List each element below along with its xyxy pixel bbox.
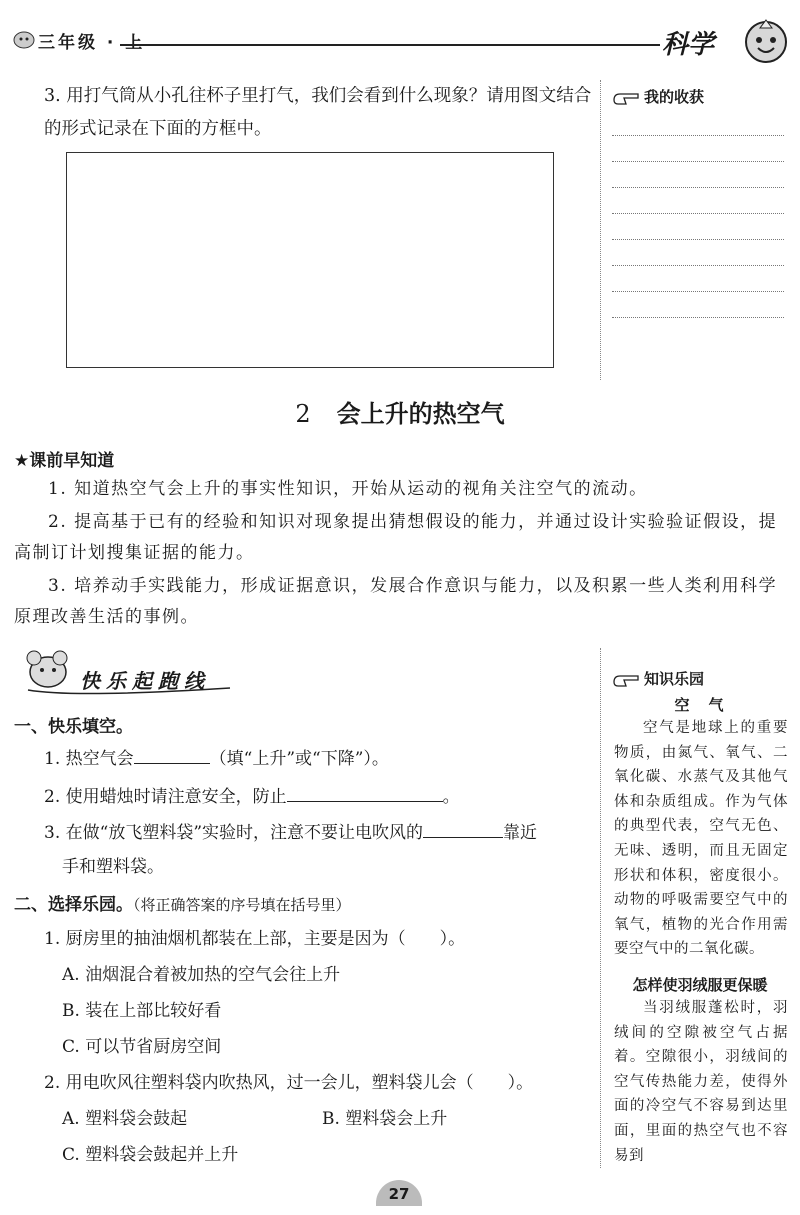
- lesson-heading: [0, 394, 800, 429]
- fill-q3-pre: 3. 在做“放飞塑料袋”实验时，注意不要让电吹风的: [44, 823, 424, 843]
- note-line[interactable]: [612, 213, 784, 214]
- fill-q3-continued: 手和塑料袋。: [62, 857, 164, 877]
- note-line[interactable]: [612, 291, 784, 292]
- fill-question-3: [44, 816, 537, 850]
- fill-q1-post: （填“上升”或“下降”）。: [209, 749, 389, 769]
- fill-q1-pre: 1. 热空气会: [44, 749, 134, 769]
- note-line[interactable]: [612, 265, 784, 266]
- preview-item: 1. 知道热空气会上升的事实性知识，开始从运动的视角关注空气的流动。: [48, 479, 648, 499]
- note-line[interactable]: [612, 187, 784, 188]
- banner-title: 快乐起跑线: [80, 669, 210, 693]
- question-3-text: 3. 用打气筒从小孔往杯子里打气，我们会看到什么现象？请用图文结合的形式记录在下面的方框中。: [44, 86, 592, 139]
- choice-question-1: 1. 厨房里的抽油烟机都装在上部，主要是因为（ ）。: [44, 929, 466, 949]
- subject-label: 科学: [662, 30, 715, 60]
- section-2-note: （将正确答案的序号填在括号里）: [133, 896, 351, 914]
- header-rule: [120, 44, 660, 46]
- section-2-title: [14, 890, 351, 915]
- preview-item: 2. 提高基于已有的经验和知识对现象提出猜想假设的能力，并通过设计实验验证假设，提高制订计划搜集证据的能力。: [14, 512, 778, 563]
- fill-q2-post: 。: [442, 787, 460, 807]
- fill-question-1: [44, 742, 389, 776]
- note-line[interactable]: [612, 135, 784, 136]
- choice-question-2: 2. 用电吹风往塑料袋内吹热风，过一会儿，塑料袋儿会（ ）。: [44, 1073, 534, 1093]
- preview-item: 3. 培养动手实践能力，形成证据意识，发展合作意识与能力，以及积累一些人类利用科学原理改善生活的事例。: [14, 576, 778, 627]
- fill-q1-blank[interactable]: [134, 745, 210, 764]
- grade-label: 三年级 · 上: [38, 33, 146, 53]
- fill-q2-pre: 2. 使用蜡烛时请注意安全，防止: [44, 787, 287, 807]
- choice-option[interactable]: A. 油烟混合着被加热的空气会往上升: [62, 965, 341, 985]
- sidebar-divider: [600, 80, 601, 380]
- drawing-answer-box[interactable]: [66, 152, 554, 368]
- choice-option[interactable]: A. 塑料袋会鼓起: [62, 1109, 188, 1129]
- knowledge-title: [612, 668, 704, 689]
- note-line[interactable]: [612, 239, 784, 240]
- knowledge-subtitle: 空 气: [674, 696, 726, 714]
- section-2-title-text: 二、选择乐园。: [14, 895, 133, 915]
- fill-q3-post: 靠近: [503, 823, 538, 843]
- knowledge-body: 当羽绒服蓬松时，羽绒间的空隙被空气占据着。空隙很小，羽绒间的空气传热能力差，使得外面的冷空气不容易到达里面，里面的热空气也不容易到: [614, 1000, 788, 1164]
- knowledge-subtitle: 怎样使羽绒服更保暖: [632, 976, 768, 994]
- lesson-number: 2: [295, 400, 311, 428]
- choice-option[interactable]: C. 可以节省厨房空间: [62, 1037, 222, 1057]
- mascot-star-icon: [736, 14, 792, 66]
- mascot-small-icon: [10, 28, 40, 50]
- choice-option[interactable]: C. 塑料袋会鼓起并上升: [62, 1145, 239, 1165]
- sidebar-divider: [600, 648, 601, 1168]
- fill-q2-blank[interactable]: [287, 783, 443, 802]
- harvest-title-text: 我的收获: [644, 88, 705, 106]
- section-1-title: 一、快乐填空。: [14, 717, 133, 737]
- pointing-hand-icon: [612, 90, 640, 106]
- note-line[interactable]: [612, 161, 784, 162]
- lesson-title: 会上升的热空气: [336, 400, 505, 428]
- page-number: 27: [376, 1180, 422, 1206]
- note-line[interactable]: [612, 317, 784, 318]
- fill-question-2: [44, 780, 460, 814]
- knowledge-body: 空气是地球上的重要物质，由氮气、氧气、二氧化碳、水蒸气及其他气体和杂质组成。作为气体的典型代表，空气无色、无味、透明，而且无固定形状和体积，密度很小。动物的呼吸需要空气中的氧气，植物的光合作用需要空气中的二氧化碳。: [614, 720, 788, 958]
- choice-option[interactable]: B. 塑料袋会上升: [322, 1109, 448, 1129]
- pointing-hand-icon: [612, 672, 640, 688]
- knowledge-title-text: 知识乐园: [644, 670, 705, 688]
- preview-title: ★课前早知道: [14, 451, 115, 471]
- fill-q3-blank[interactable]: [423, 819, 503, 838]
- harvest-title: [612, 86, 704, 107]
- choice-option[interactable]: B. 装在上部比较好看: [62, 1001, 222, 1021]
